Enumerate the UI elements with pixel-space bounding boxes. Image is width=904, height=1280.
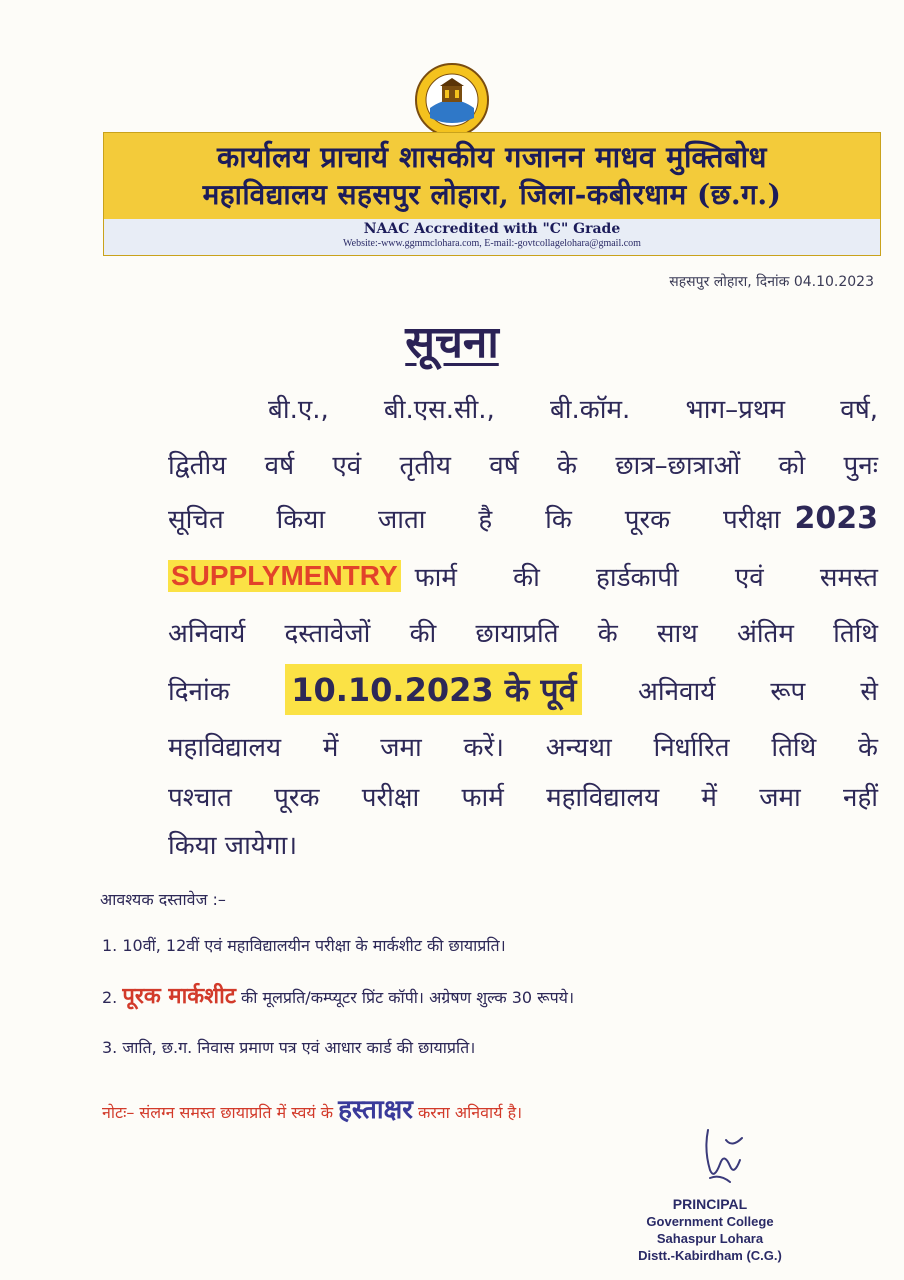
document-item-2-number: 2.	[102, 988, 118, 1007]
stamp-line-4: Distt.-Kabirdham (C.G.)	[638, 1248, 782, 1263]
document-item-3: 3. जाति, छ.ग. निवास प्रमाण पत्र एवं आधार कार्ड की छायाप्रति।	[102, 1038, 476, 1057]
note-line	[102, 1090, 522, 1126]
body-line-3-text: सूचित किया जाता है कि पूरक परीक्षा	[168, 505, 781, 535]
body-line-9: किया जायेगा।	[168, 831, 298, 861]
body-line-2: द्वितीय वर्ष एवं तृतीय वर्ष के छात्र–छात्राओं को पुनः	[168, 451, 878, 481]
body-line-1: बी.ए., बी.एस.सी., बी.कॉम. भाग–प्रथम वर्ष,	[268, 395, 878, 425]
note-suffix: करना अनिवार्य है।	[417, 1103, 523, 1122]
letterhead-title-line2: महाविद्यालय सहसपुर लोहारा, जिला-कबीरधाम (छ.ग.)	[202, 178, 782, 211]
body-line-3	[168, 500, 878, 536]
body-line-5: अनिवार्य दस्तावेजों की छायाप्रति के साथ अंतिम तिथि	[168, 619, 878, 649]
naac-accreditation: NAAC Accredited with "C" Grade	[363, 221, 621, 237]
note-prefix: नोटः– संलग्न समस्त छायाप्रति में स्वयं के	[102, 1103, 334, 1122]
notice-title-wrap	[0, 310, 904, 370]
body-line-4	[168, 558, 878, 594]
letterhead-strip	[104, 219, 880, 255]
year-2023: 2023	[794, 501, 878, 536]
letterhead-title-line1: कार्यालय प्राचार्य शासकीय गजानन माधव मुक्तिबोध	[217, 140, 767, 174]
document-item-2-text: की मूलप्रति/कम्प्यूटर प्रिंट कॉपी। अग्रेषण शुल्क 30 रूपये।	[241, 988, 575, 1007]
stamp-line-2: Government College	[646, 1214, 774, 1229]
letterhead-banner	[103, 132, 881, 256]
signature-word-highlight: हस्ताक्षर	[338, 1095, 413, 1125]
document-item-2	[102, 980, 574, 1010]
body-line-6-c: अनिवार्य रूप से	[637, 676, 878, 707]
body-line-4-text: फार्म की हार्डकापी एवं समस्त	[414, 563, 878, 593]
body-line-8: पश्चात पूरक परीक्षा फार्म महाविद्यालय में जमा नहीं	[168, 783, 878, 813]
supplementary-marksheet-highlight: पूरक मार्कशीट	[122, 984, 236, 1009]
notice-title: सूचना	[405, 317, 499, 368]
documents-heading: आवश्यक दस्तावेज :–	[100, 890, 226, 909]
body-line-6-a: दिनांक	[168, 676, 230, 707]
document-item-1: 1. 10वीं, 12वीं एवं महाविद्यालयीन परीक्षा के मार्कशीट की छायाप्रति।	[102, 936, 506, 955]
body-line-7: महाविद्यालय में जमा करें। अन्यथा निर्धारित तिथि के	[168, 733, 878, 763]
college-logo	[414, 62, 490, 138]
body-line-6	[168, 664, 878, 715]
stamp-line-1: PRINCIPAL	[672, 1196, 748, 1212]
website-email: Website:-www.ggmmclohara.com, E-mail:-govtcollagelohara@gmail.com	[343, 238, 641, 249]
deadline-highlight: 10.10.2023 के पूर्व	[285, 664, 582, 715]
supplymentry-highlight: SUPPLYMENTRY	[168, 560, 401, 592]
stamp-line-3: Sahaspur Lohara	[656, 1231, 764, 1246]
principal-stamp	[620, 1196, 800, 1264]
principal-signature	[690, 1120, 750, 1190]
date-line: सहसपुर लोहारा, दिनांक 04.10.2023	[669, 274, 874, 290]
